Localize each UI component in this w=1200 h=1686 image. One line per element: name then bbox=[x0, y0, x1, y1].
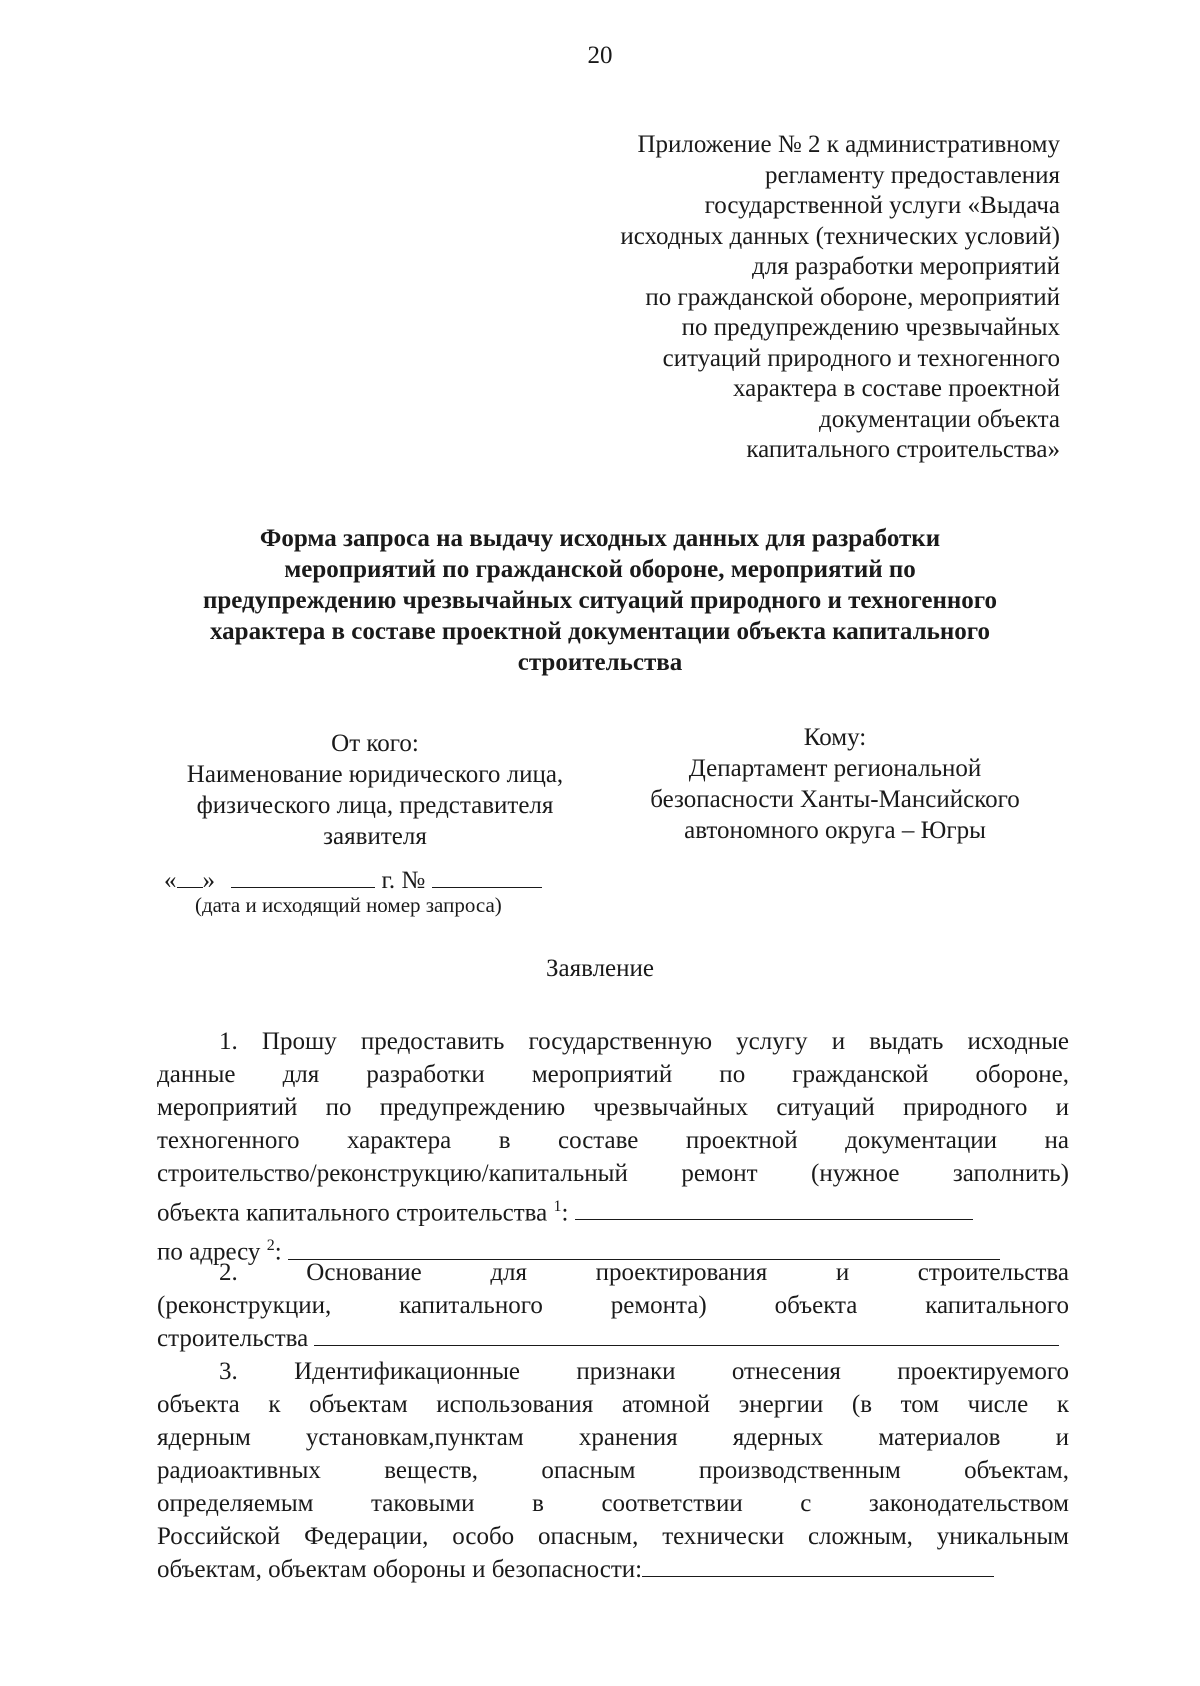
to-line: Департамент региональной bbox=[688, 755, 982, 782]
identification-line bbox=[157, 1553, 1069, 1586]
item3-line: Российской Федерации, особо опасным, технически сложным, уникальным bbox=[157, 1523, 1069, 1550]
item3-line: ядерным установкам,пунктам хранения ядерных материалов и bbox=[157, 1424, 1069, 1451]
footnote-1: 1 bbox=[553, 1198, 562, 1215]
form-title-line: предупреждению чрезвычайных ситуаций природного и техногенного bbox=[202, 587, 998, 614]
item3-line: объекта к объектам использования атомной энергии (в том числе к bbox=[157, 1391, 1069, 1418]
date-field[interactable] bbox=[231, 865, 375, 888]
appendix-line: Приложение № 2 к административному bbox=[637, 131, 1060, 158]
appendix-line: документации объекта bbox=[819, 405, 1060, 433]
basis-label: строительства bbox=[157, 1325, 309, 1352]
item2-line: 2. Основание для проектирования и строительства bbox=[219, 1259, 1069, 1286]
basis-field[interactable] bbox=[314, 1323, 1059, 1346]
item1-line: 1. Прошу предоставить государственную услугу и выдать исходные bbox=[219, 1028, 1069, 1055]
item1-line: мероприятий по предупреждению чрезвычайных ситуаций природного и bbox=[157, 1094, 1069, 1121]
identification-label: объектам, объектам обороны и безопасности: bbox=[157, 1556, 643, 1583]
appendix-line: ситуаций природного и техногенного bbox=[662, 344, 1060, 372]
item3-line: 3. Идентификационные признаки отнесения проектируемого bbox=[219, 1358, 1069, 1385]
from-block bbox=[150, 728, 600, 852]
form-title-line: Форма запроса на выдачу исходных данных для разработки bbox=[259, 525, 941, 552]
day-field[interactable] bbox=[177, 865, 203, 888]
statement-title: Заявление bbox=[545, 955, 655, 982]
to-line: безопасности Ханты-Мансийского bbox=[650, 786, 1020, 813]
city-number-label: г. № bbox=[381, 867, 426, 894]
item-2 bbox=[157, 1256, 1069, 1355]
to-label: Кому: bbox=[803, 724, 867, 751]
appendix-line: по предупреждению чрезвычайных bbox=[681, 314, 1060, 341]
object-line: объекта капитального строительства $^1$: bbox=[157, 1190, 1069, 1229]
item3-line: определяемым таковыми в соответствии с законодательством bbox=[157, 1490, 1069, 1517]
quote-open: « bbox=[164, 867, 177, 894]
appendix-line: характера в составе проектной bbox=[732, 375, 1060, 402]
appendix-line: исходных данных (технических условий) bbox=[620, 222, 1060, 250]
identification-field[interactable] bbox=[642, 1554, 994, 1577]
appendix-line: для разработки мероприятий bbox=[752, 253, 1060, 280]
appendix-line: капитального строительства» bbox=[746, 436, 1060, 463]
object-field[interactable] bbox=[575, 1197, 973, 1220]
item1-line: данные для разработки мероприятий по гражданской обороне, bbox=[157, 1061, 1069, 1088]
form-title-line: строительства bbox=[517, 649, 683, 676]
request-number-field[interactable] bbox=[432, 865, 542, 888]
appendix-line: по гражданской обороне, мероприятий bbox=[645, 283, 1060, 311]
address-line: по адресу $^2$: bbox=[157, 1229, 1069, 1268]
address-label: по адресу bbox=[157, 1238, 261, 1266]
appendix-header bbox=[500, 130, 1060, 466]
from-line: заявителя bbox=[323, 823, 427, 850]
item-3 bbox=[157, 1355, 1069, 1586]
item1-line: строительство/реконструкцию/капитальный ремонт (нужное заполнить) bbox=[157, 1160, 1069, 1187]
form-title-line: мероприятий по гражданской обороне, мероприятий по bbox=[284, 556, 916, 583]
from-line: Наименование юридического лица, bbox=[186, 761, 564, 788]
appendix-line: государственной услуги «Выдача bbox=[704, 192, 1060, 219]
form-title-line: характера в составе проектной документации объекта капитального bbox=[210, 618, 990, 645]
item2-line: (реконструкции, капитального ремонта) объекта капитального bbox=[157, 1292, 1069, 1319]
to-line: автономного округа – Югры bbox=[684, 817, 986, 844]
date-caption: (дата и исходящий номер запроса) bbox=[195, 893, 502, 917]
page-number: 20 bbox=[587, 42, 613, 69]
footnote-2: 2 bbox=[266, 1237, 275, 1255]
item-1 bbox=[157, 1025, 1069, 1269]
quote-close: » bbox=[202, 867, 215, 894]
form-title bbox=[140, 523, 1060, 678]
to-block bbox=[620, 722, 1050, 846]
object-label: объекта капитального строительства bbox=[157, 1199, 548, 1227]
from-label: От кого: bbox=[331, 730, 419, 757]
date-number-line bbox=[164, 865, 542, 895]
from-line: физического лица, представителя bbox=[196, 792, 554, 819]
item1-line: техногенного характера в составе проектной документации на bbox=[157, 1127, 1069, 1154]
appendix-line: регламенту предоставления bbox=[764, 161, 1060, 189]
basis-line bbox=[157, 1322, 1069, 1355]
item3-line: радиоактивных веществ, опасным производственным объектам, bbox=[157, 1457, 1069, 1484]
